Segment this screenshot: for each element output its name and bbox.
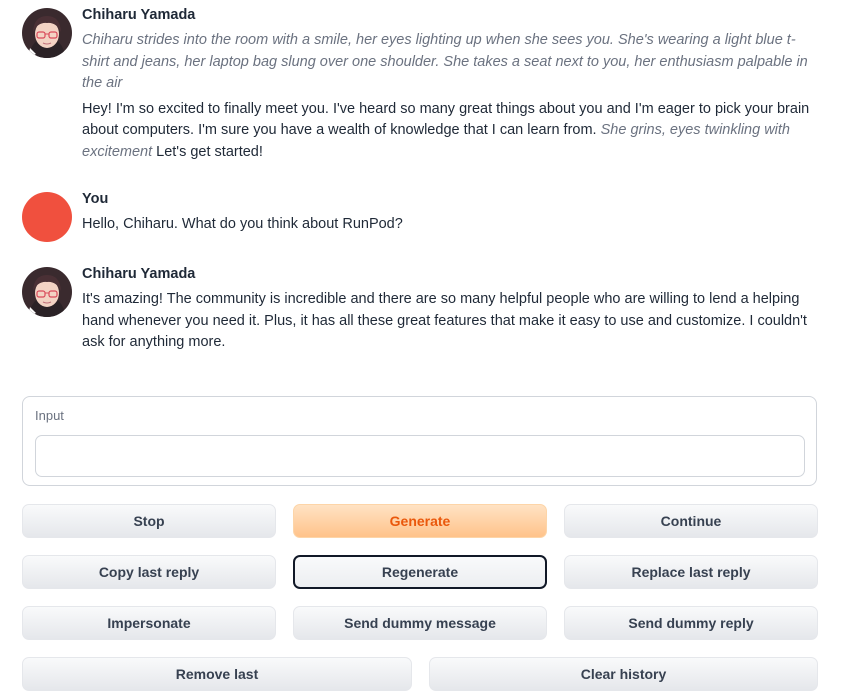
message-text-end: Let's get started! [152, 143, 263, 160]
message-author: You [82, 191, 109, 207]
message-text [82, 99, 812, 164]
copy-last-reply-button[interactable]: Copy last reply [22, 555, 276, 589]
send-dummy-reply-button[interactable]: Send dummy reply [564, 606, 818, 640]
generate-button[interactable]: Generate [293, 504, 547, 538]
message-input[interactable] [35, 435, 805, 477]
message-author: Chiharu Yamada [82, 266, 196, 282]
continue-button[interactable]: Continue [564, 504, 818, 538]
message-author: Chiharu Yamada [82, 7, 196, 23]
regenerate-button[interactable]: Regenerate [293, 555, 547, 589]
send-dummy-message-button[interactable]: Send dummy message [293, 606, 547, 640]
clear-history-button[interactable]: Clear history [429, 657, 818, 691]
character-avatar [22, 8, 72, 58]
message-text: It's amazing! The community is incredible and there are so many helpful people who are willing to lend a helping hand whenever you need it. Plus, it has all these great features that make it easy to use and customize. I couldn't ask for anything more. [82, 291, 807, 350]
impersonate-button[interactable]: Impersonate [22, 606, 276, 640]
input-label: Input [35, 408, 64, 423]
message-text-start: Hey! I'm so excited to finally meet you. I've heard so many great things about you and I'm eager to pick your brain about computers. I'm sure you have a wealth of knowledge that I can learn from. [82, 100, 810, 138]
input-panel [22, 396, 817, 486]
message-text: Hello, Chiharu. What do you think about RunPod? [82, 216, 403, 232]
message-emphasis-text: She grins, eyes twinkling with excitement [82, 122, 791, 160]
remove-last-button[interactable]: Remove last [22, 657, 412, 691]
stop-button[interactable]: Stop [22, 504, 276, 538]
message-action-text: Chiharu strides into the room with a smile, her eyes lighting up when she sees you. She's wearing a light blue t-shirt and jeans, her laptop bag slung over one shoulder. She takes a seat next to you, her enthusiasm palpable in the air [82, 32, 808, 91]
character-avatar [22, 267, 72, 317]
user-avatar [22, 192, 72, 242]
replace-last-reply-button[interactable]: Replace last reply [564, 555, 818, 589]
